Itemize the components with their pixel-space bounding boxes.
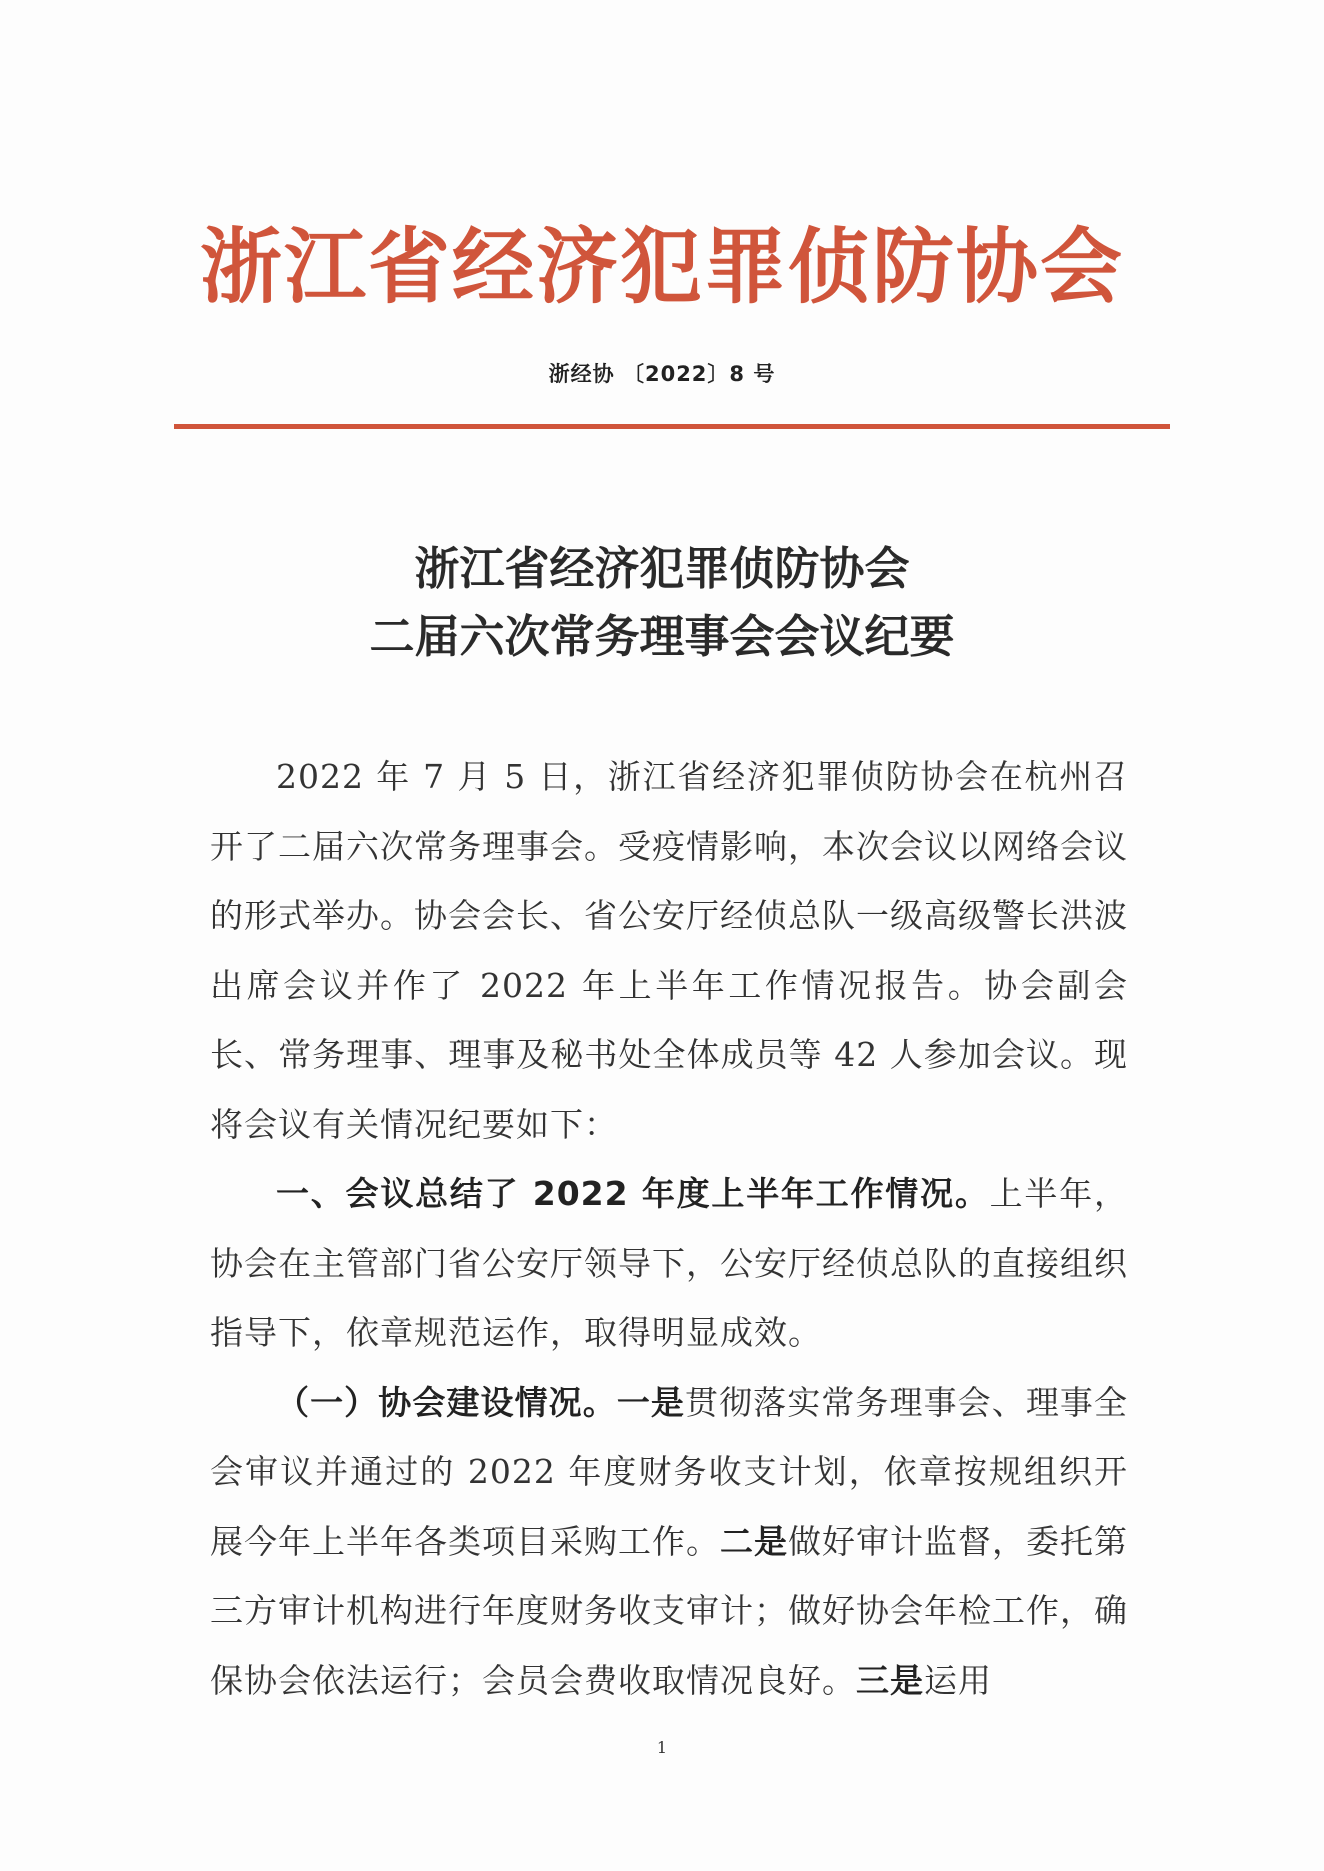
section-text: 上半年，协会在主管部门省公安厅领导下，公安厅经侦总队的直接组织指导下，依章规范运作，取得明显成效。	[210, 1174, 1128, 1352]
subsection-heading: （一）协会建设情况。	[276, 1382, 617, 1422]
paragraph-subsection-1	[210, 1368, 1128, 1716]
section-heading: 一、会议总结了 2022 年度上半年工作情况。	[276, 1174, 990, 1213]
paragraph-section-1	[210, 1159, 1128, 1368]
page-number: 1	[656, 1738, 668, 1757]
item-marker-1: 一是	[616, 1382, 686, 1422]
title-line-1: 浙江省经济犯罪侦防协会	[414, 542, 910, 595]
item-text-1: 贯彻落实常务理事会、理事全会审议并通过的 2022 年度财务收支计划，依章按规组织开展今年上半年各类项目采购工作。	[210, 1382, 1129, 1561]
item-marker-2: 二是	[720, 1521, 788, 1561]
document-number: 浙经协 〔2022〕8 号	[548, 362, 776, 386]
red-divider	[174, 424, 1170, 429]
item-text-3: 运用	[924, 1660, 992, 1700]
title-line-2: 二届六次常务理事会会议纪要	[369, 610, 955, 663]
item-marker-3: 三是	[856, 1660, 924, 1700]
document-title	[0, 535, 1324, 671]
item-text-2: 做好审计监督，委托第三方审计机构进行年度财务收支审计；做好协会年检工作，确保协会依法运行；会员会费收取情况良好。	[210, 1521, 1128, 1700]
paragraph-intro: 2022 年 7 月 5 日，浙江省经济犯罪侦防协会在杭州召开了二届六次常务理事会。受疫情影响，本次会议以网络会议的形式举办。协会会长、省公安厅经侦总队一级高级警长洪波出席会议并作了 2022 年上半年工作情况报告。协会副会长、常务理事、理事及秘书处全体成员等 42 人参加会议。现将会议有关情况纪要如下：	[210, 757, 1128, 1144]
document-body	[210, 742, 1128, 1715]
org-letterhead: 浙江省经济犯罪侦防协会	[199, 220, 1124, 315]
